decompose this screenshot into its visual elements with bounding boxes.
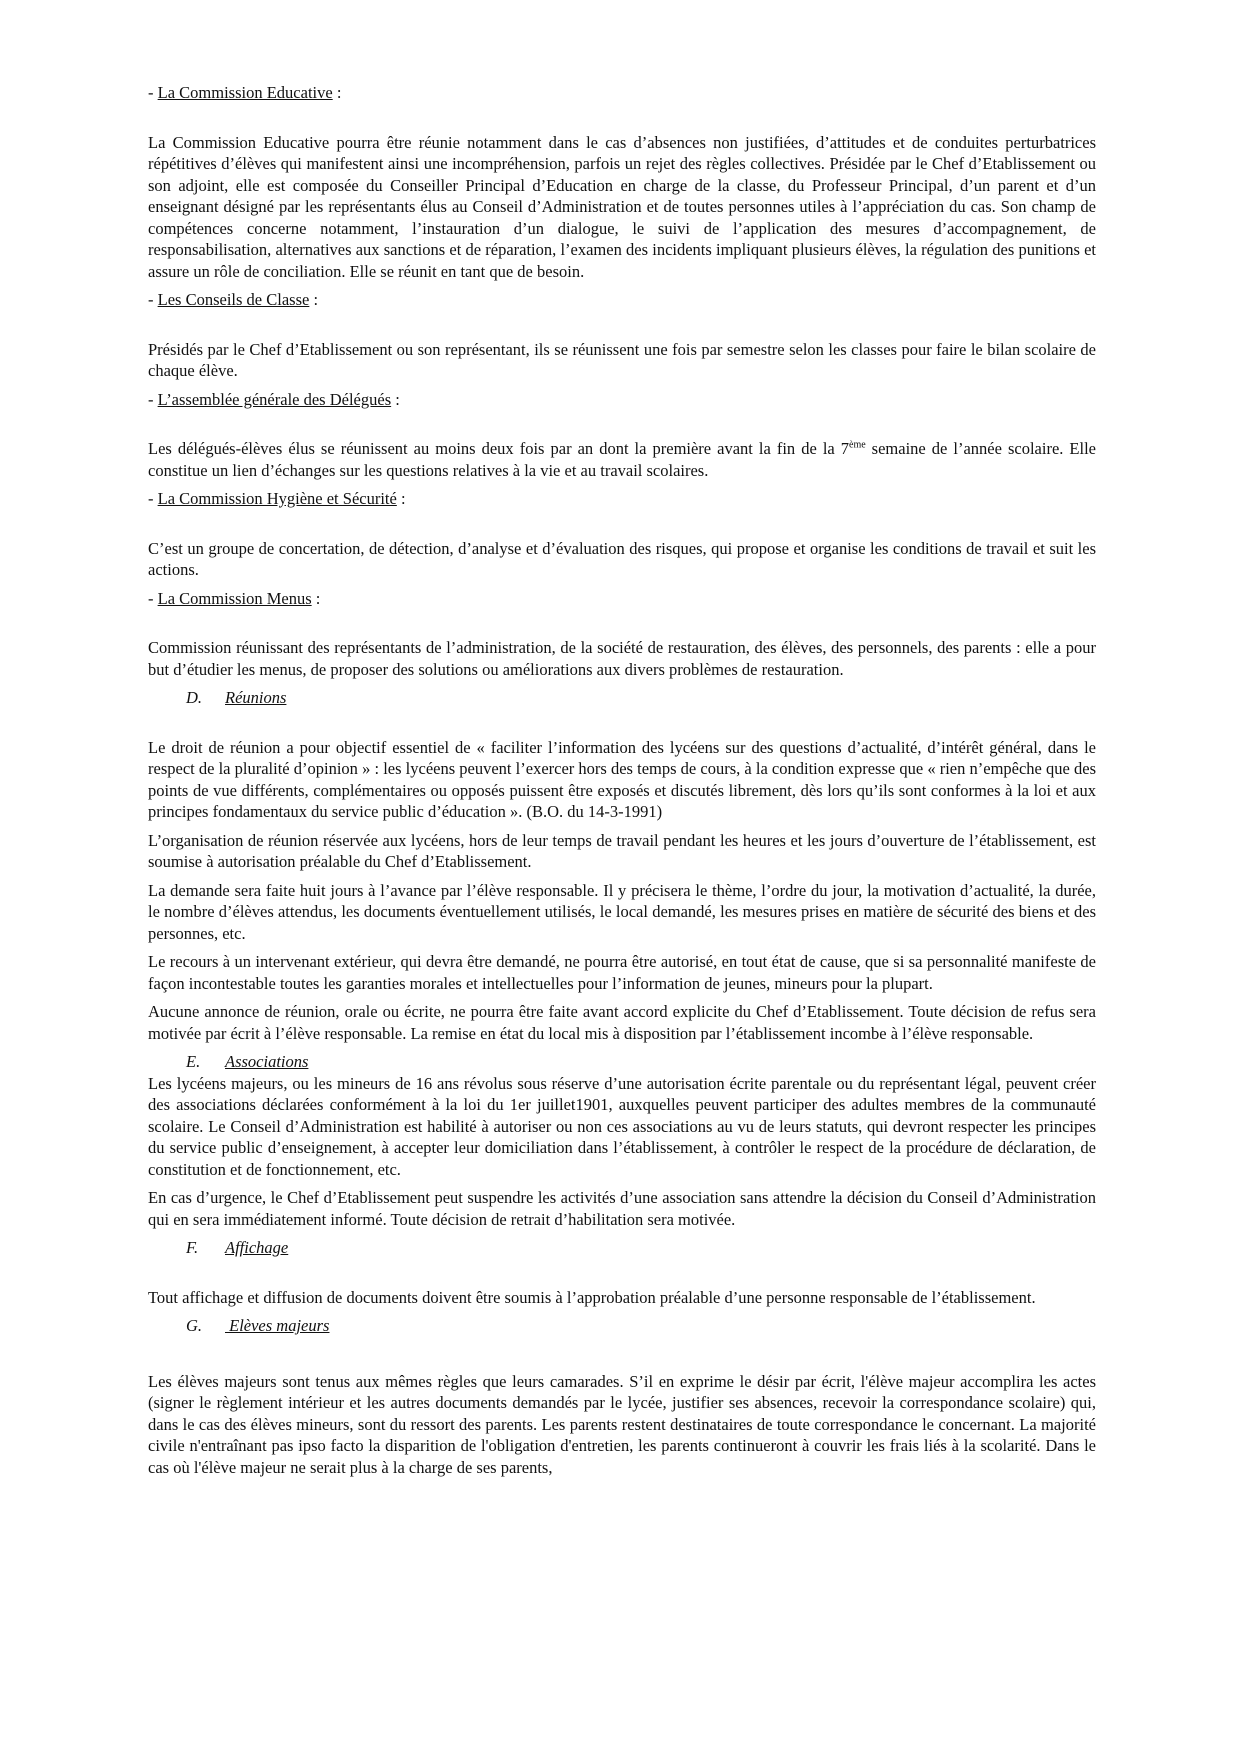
subsection-letter: E. [186, 1052, 201, 1071]
paragraph: Commission réunissant des représentants de l’administration, de la société de restauration, des élèves, des personnels, des parents : elle a pour but d’étudier les menus, de proposer des solutions ou améliorations aux divers problèmes de restauration. [148, 638, 1096, 679]
subsection-heading [148, 1237, 1096, 1259]
paragraph: La demande sera faite huit jours à l’avance par l’élève responsable. Il y précisera le thème, l’ordre du jour, la motivation d’actualité, la durée, le nombre d’élèves attendus, les documents éventuellement utilisés, le local demandé, les mesures prises en matière de sécurité des biens et des personnes, etc. [148, 880, 1096, 943]
paragraph: Présidés par le Chef d’Etablissement ou son représentant, ils se réunissent une fois par semestre selon les classes pour faire le bilan scolaire de chaque élève. [148, 339, 1096, 380]
section-title: L’assemblée générale des Délégués [157, 389, 392, 409]
subsection-letter: D. [186, 688, 203, 707]
subsection-letter: G. [186, 1316, 203, 1335]
section-heading: - La Commission Educative : [148, 83, 342, 102]
paragraph: Les élèves majeurs sont tenus aux mêmes règles que leurs camarades. S’il en exprime le désir par écrit, l'élève majeur accomplira les actes (signer le règlement intérieur et les autres documents demandés par le lycée, justifier ses absences, recevoir la correspondance scolaire) qui, dans le cas des élèves mineurs, sont du ressort des parents. Les parents restent destinataires de toute correspondance le concernant. La majorité civile n'entraînant pas ipso facto la disparition de l'obligation d'entretien, les parents continueront à couvrir les frais liés à la scolarité. Dans le cas où l'élève majeur ne serait plus à la charge de ses parents, [148, 1371, 1096, 1477]
subsection-title: Associations [225, 1052, 309, 1071]
subsection-letter: F. [186, 1238, 199, 1257]
superscript: ème [849, 439, 866, 451]
paragraph: Les lycéens majeurs, ou les mineurs de 16 ans révolus sous réserve d’une autorisation écrite parentale ou du représentant légal, peuvent créer des associations déclarées conformément à la loi du 1er juillet1901, auxquelles peuvent participer des adultes membres de la communauté scolaire. Le Conseil d’Administration est habilité à autoriser ou non ces associations au vu de leurs statuts, qui devront respecter les principes du service public d’enseignement, à accepter leur domiciliation dans l’établissement, à contrôler le respect de la procédure de déclaration, de constitution et de fonctionnement, etc. [148, 1073, 1096, 1179]
paragraph [148, 438, 1096, 481]
subsection-heading [148, 1315, 1096, 1337]
section-title: Les Conseils de Classe [157, 290, 310, 309]
paragraph: Aucune annonce de réunion, orale ou écrite, ne pourra être faite avant accord explicite du Chef d’Etablissement. Toute décision de refus sera motivée par écrit à l’élève responsable. La remise en état du local mis à disposition par l’établissement incombe à l’élève responsable. [148, 1002, 1096, 1043]
section-title: La Commission Educative [157, 83, 333, 102]
subsection-heading [148, 1051, 1096, 1073]
paragraph-text: Les délégués-élèves élus se réunissent au moins deux fois par an dont la première avant la fin de la 7 [148, 439, 849, 458]
section-heading: - La Commission Hygiène et Sécurité : [148, 489, 406, 508]
paragraph-text: semaine de l’année scolaire. Elle constitue un lien d’échanges sur les questions relatives à la vie et au travail scolaires. [148, 439, 1096, 480]
section-title: La Commission Menus [157, 588, 312, 608]
paragraph: L’organisation de réunion réservée aux lycéens, hors de leur temps de travail pendant les heures et les jours d’ouverture de l’établissement, est soumise à autorisation préalable du Chef d’Etablissement. [148, 830, 1096, 871]
paragraph: Tout affichage et diffusion de documents doivent être soumis à l’approbation préalable d’une personne responsable de l’établissement. [148, 1287, 1036, 1307]
document-page [148, 82, 1096, 1485]
paragraph: Le droit de réunion a pour objectif essentiel de « faciliter l’information des lycéens sur des questions d’actualité, d’intérêt général, dans le respect de la pluralité d’opinion » : les lycéens peuvent l’exercer hors des temps de cours, à la condition expresse que « rien n’empêche que des points de vue différents, complémentaires ou opposés puissent être exposés et discutés librement, dès lors qu’ils sont conformes à la loi et aux principes fondamentaux du service public d’éducation ». (B.O. du 14-3-1991) [148, 737, 1096, 821]
paragraph: En cas d’urgence, le Chef d’Etablissement peut suspendre les activités d’une association sans attendre la décision du Conseil d’Administration qui en sera immédiatement informé. Toute décision de retrait d’habilitation sera motivée. [148, 1188, 1096, 1229]
paragraph: Le recours à un intervenant extérieur, qui devra être demandé, ne pourra être autorisé, en tout état de cause, que si sa personnalité manifeste de façon incontestable toutes les garanties morales et intellectuelles pour l’information de jeunes, mineurs pour la plupart. [148, 952, 1096, 993]
section-heading: - L’assemblée générale des Délégués : [148, 389, 400, 409]
section-title: La Commission Hygiène et Sécurité [157, 489, 397, 508]
paragraph: C’est un groupe de concertation, de détection, d’analyse et d’évaluation des risques, qui propose et organise les conditions de travail et suit les actions. [148, 538, 1096, 579]
subsection-title: Elèves majeurs [225, 1316, 330, 1335]
paragraph: La Commission Educative pourra être réunie notamment dans le cas d’absences non justifiées, d’attitudes et de conduites perturbatrices répétitives d’élèves qui manifestent ainsi une incompréhension, parfois un rejet des règles collectives. Présidée par le Chef d’Etablissement ou son adjoint, elle est composée du Conseiller Principal d’Education en charge de la classe, du Professeur Principal, d’un parent et d’un enseignant désigné par les représentants élus au Conseil d’Administration et de toutes personnes utiles à l’appréciation du cas. Son champ de compétences concerne notamment, l’instauration d’un dialogue, le suivi de l’application des mesures d’accompagnement, de responsabilisation, alternatives aux sanctions et de réparation, l’examen des incidents impliquant plusieurs élèves, la régulation des punitions et assure un rôle de conciliation. Elle se réunit en tant que de besoin. [148, 132, 1096, 281]
subsection-title: Réunions [225, 688, 287, 707]
subsection-title: Affichage [225, 1238, 289, 1257]
section-heading: - La Commission Menus : [148, 588, 321, 608]
section-heading: - Les Conseils de Classe : [148, 290, 319, 309]
subsection-heading [148, 687, 1096, 709]
